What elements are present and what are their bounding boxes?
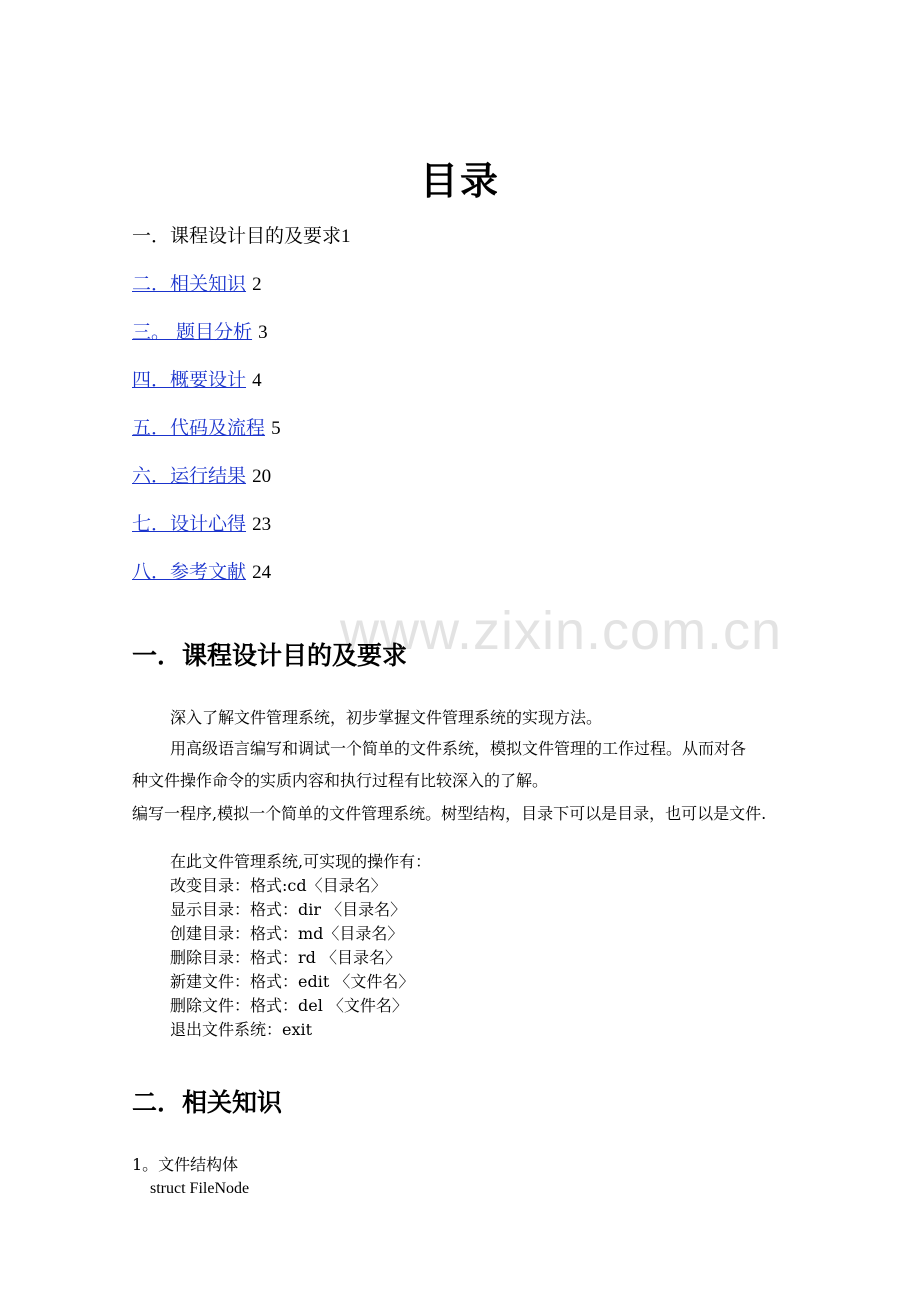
toc-item-page: 3 — [258, 322, 268, 343]
toc-item-link[interactable]: 二．相关知识 — [132, 273, 247, 295]
toc-item-link[interactable]: 六．运行结果 — [132, 465, 247, 487]
toc-item[interactable] — [132, 318, 351, 366]
command-line: 显示目录：格式：dir 〈目录名〉 — [170, 900, 407, 919]
code-line: struct FileNode — [150, 1180, 250, 1197]
toc-item-page: 23 — [252, 514, 272, 535]
toc-item[interactable] — [132, 366, 351, 414]
toc-item-page: 5 — [271, 418, 281, 439]
toc-item-page: 24 — [252, 562, 272, 583]
paragraph: 用高级语言编写和调试一个简单的文件系统，模拟文件管理的工作过程。从而对各 — [170, 739, 747, 758]
watermark: www.zixin.com.cn — [340, 601, 783, 661]
toc-item-link[interactable]: 七．设计心得 — [132, 513, 247, 535]
table-of-contents — [132, 222, 351, 606]
command-line: 删除目录：格式：rd 〈目录名〉 — [170, 948, 401, 967]
toc-item-link[interactable]: 四．概要设计 — [132, 369, 247, 391]
toc-item-label: 一．课程设计目的及要求 — [132, 225, 342, 247]
section-heading-2: 二．相关知识 — [132, 1088, 283, 1117]
toc-title: 目录 — [419, 159, 500, 203]
paragraph: 编写一程序,模拟一个简单的文件管理系统。树型结构，目录下可以是目录，也可以是文件. — [132, 804, 767, 823]
paragraph: 在此文件管理系统,可实现的操作有： — [170, 852, 432, 871]
toc-item-page: 2 — [252, 274, 262, 295]
toc-item-link[interactable]: 三。 题目分析 — [132, 321, 253, 343]
command-line: 改变目录：格式:cd〈目录名〉 — [170, 876, 387, 895]
command-line: 删除文件：格式：del 〈文件名〉 — [170, 996, 408, 1015]
toc-item-link[interactable]: 五．代码及流程 — [132, 417, 266, 439]
toc-item[interactable] — [132, 414, 351, 462]
list-item: 1。文件结构体 — [132, 1155, 239, 1174]
paragraph: 种文件操作命令的实质内容和执行过程有比较深入的了解。 — [132, 771, 549, 790]
paragraph: 深入了解文件管理系统，初步掌握文件管理系统的实现方法。 — [170, 708, 603, 727]
toc-item[interactable] — [132, 510, 351, 558]
command-line: 创建目录：格式：md〈目录名〉 — [170, 924, 404, 943]
toc-item-page: 1 — [341, 226, 351, 247]
command-line: 退出文件系统：exit — [170, 1020, 313, 1039]
toc-item-page: 20 — [252, 466, 272, 487]
toc-item[interactable] — [132, 222, 351, 270]
toc-item-page: 4 — [252, 370, 262, 391]
section-heading-1: 一．课程设计目的及要求 — [132, 641, 408, 670]
command-line: 新建文件：格式：edit 〈文件名〉 — [170, 972, 415, 991]
toc-item[interactable] — [132, 270, 351, 318]
toc-item[interactable] — [132, 462, 351, 510]
toc-item-link[interactable]: 八．参考文献 — [132, 561, 247, 583]
toc-item[interactable] — [132, 558, 351, 606]
